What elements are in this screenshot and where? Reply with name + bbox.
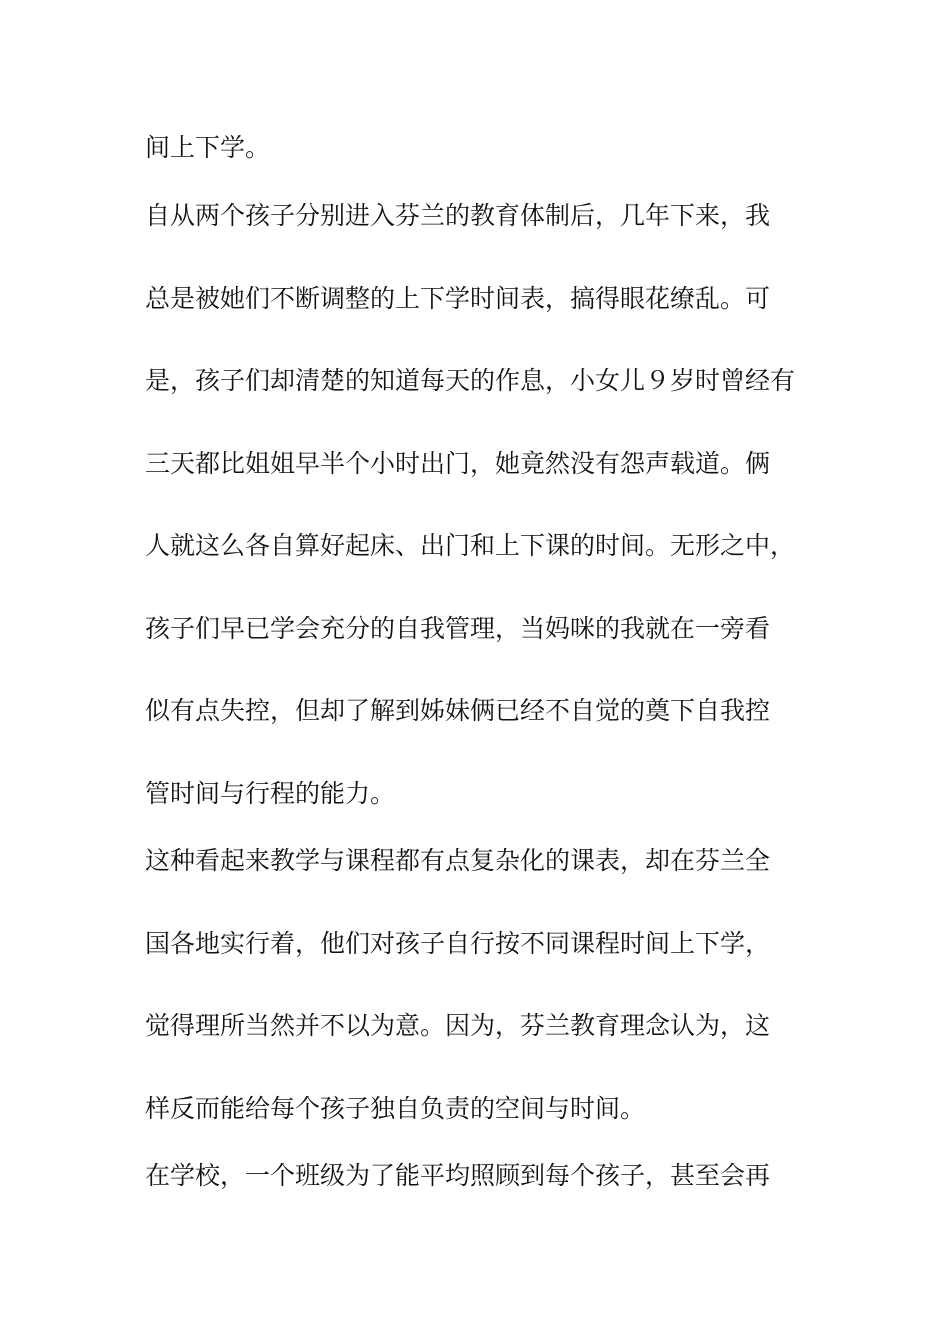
text-line: 自从两个孩子分别进入芬兰的教育体制后，几年下来，我	[145, 201, 771, 230]
text-line: 间上下学。	[145, 133, 271, 162]
text-line: 似有点失控，但却了解到姊妹俩已经不自觉的奠下自我控	[145, 696, 771, 725]
text-line: 孩子们早已学会充分的自我管理，当妈咪的我就在一旁看	[145, 614, 771, 643]
text-line: 觉得理所当然并不以为意。因为，芬兰教育理念认为，这	[145, 1011, 771, 1040]
text-line: 样反而能给每个孩子独自负责的空间与时间。	[145, 1094, 646, 1123]
text-line: 在学校，一个班级为了能平均照顾到每个孩子，甚至会再	[145, 1161, 771, 1190]
text-line: 是，孩子们却清楚的知道每天的作息，小女儿９岁时曾经有	[145, 366, 796, 395]
text-line: 人就这么各自算好起床、出门和上下课的时间。无形之中，	[145, 531, 796, 560]
text-line: 国各地实行着，他们对孩子自行按不同课程时间上下学，	[145, 929, 771, 958]
text-line: 三天都比姐姐早半个小时出门，她竟然没有怨声载道。俩	[145, 449, 771, 478]
text-line: 这种看起来教学与课程都有点复杂化的课表，却在芬兰全	[145, 846, 771, 875]
text-line: 管时间与行程的能力。	[145, 779, 396, 808]
text-line: 总是被她们不断调整的上下学时间表，搞得眼花缭乱。可	[145, 284, 771, 313]
